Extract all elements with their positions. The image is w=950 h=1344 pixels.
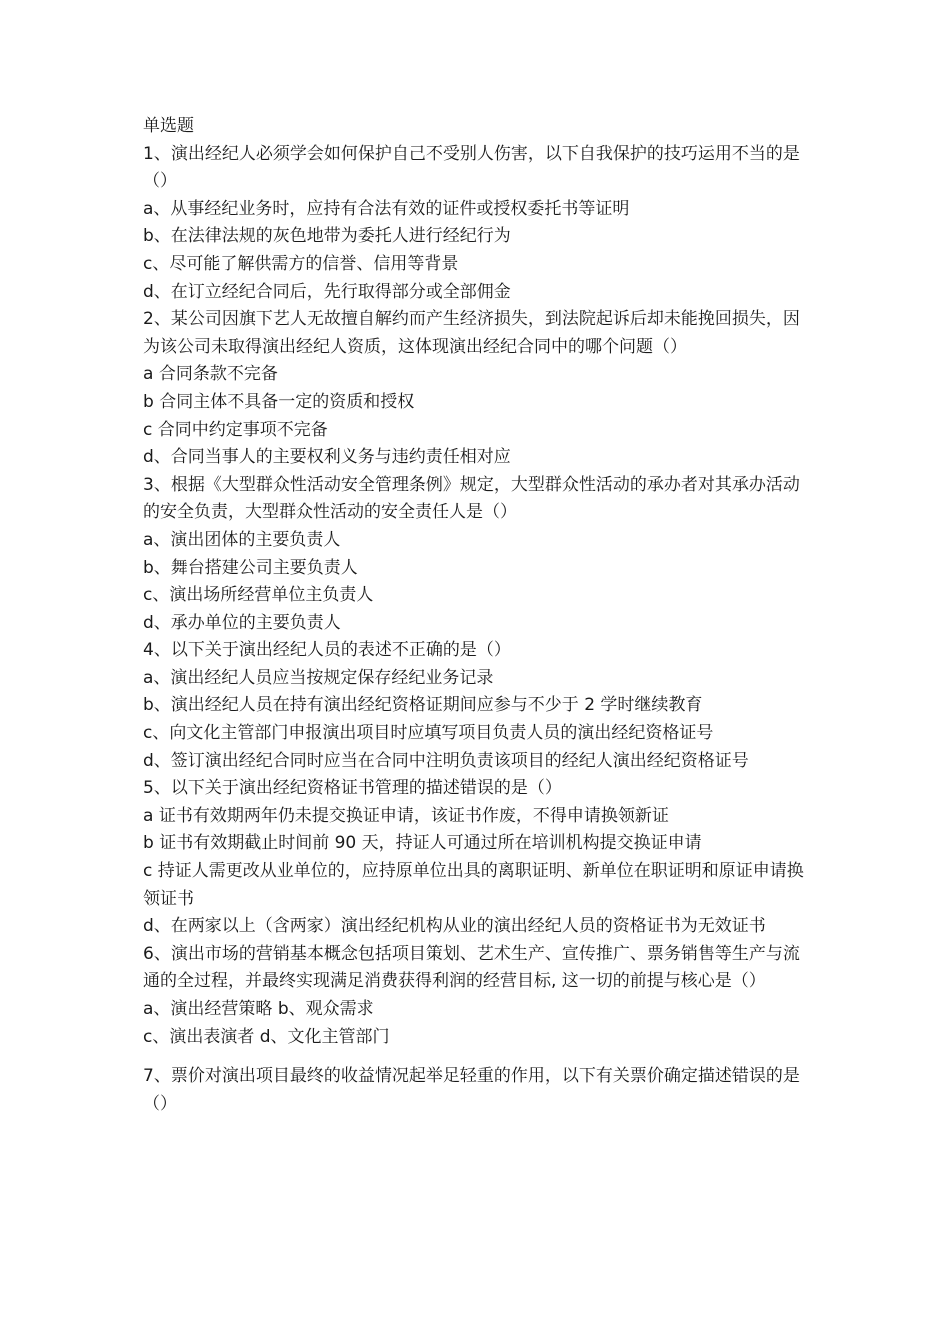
question-1-option-d: d、在订立经纪合同后，先行取得部分或全部佣金 bbox=[143, 281, 511, 302]
question-1-option-c: c、尽可能了解供需方的信誉、信用等背景 bbox=[143, 253, 459, 274]
question-4-option-d: d、签订演出经纪合同时应当在合同中注明负责该项目的经纪人演出经纪资格证号 bbox=[143, 750, 749, 771]
question-3-option-c: c、演出场所经营单位主负责人 bbox=[143, 585, 374, 606]
question-6-options-cd: c、演出表演者 d、文化主管部门 bbox=[143, 1026, 390, 1047]
question-3-option-d: d、承办单位的主要负责人 bbox=[143, 612, 341, 633]
question-4-stem: 4、以下关于演出经纪人员的表述不正确的是（） bbox=[143, 640, 511, 661]
question-2-option-c: c 合同中约定事项不完备 bbox=[143, 419, 328, 440]
question-2-option-d: d、合同当事人的主要权利义务与违约责任相对应 bbox=[143, 447, 511, 468]
paragraph-gap bbox=[143, 1051, 808, 1063]
question-1-option-b: b、在法律法规的灰色地带为委托人进行经纪行为 bbox=[143, 226, 511, 247]
question-3-option-a: a、演出团体的主要负责人 bbox=[143, 529, 341, 550]
document-body bbox=[143, 113, 808, 1118]
question-2-option-a: a 合同条款不完备 bbox=[143, 364, 278, 385]
question-5-option-b: b 证书有效期截止时间前 90 天，持证人可通过所在培训机构提交换证申请 bbox=[143, 833, 702, 854]
question-5-option-c: c 持证人需更改从业单位的，应持原单位出具的离职证明、新单位在职证明和原证申请换领证书 bbox=[143, 861, 804, 909]
question-4-option-b: b、演出经纪人员在持有演出经纪资格证期间应参与不少于 2 学时继续教育 bbox=[143, 695, 703, 716]
question-3-option-b: b、舞台搭建公司主要负责人 bbox=[143, 557, 358, 578]
question-3-stem: 3、根据《大型群众性活动安全管理条例》规定，大型群众性活动的承办者对其承办活动的安全负责，大型群众性活动的安全责任人是（） bbox=[143, 474, 800, 523]
question-1-option-a: a、从事经纪业务时，应持有合法有效的证件或授权委托书等证明 bbox=[143, 198, 630, 219]
question-6-stem: 6、演出市场的营销基本概念包括项目策划、艺术生产、宣传推广、票务销售等生产与流通的全过程，并最终实现满足消费获得利润的经营目标, 这一切的前提与核心是（） bbox=[143, 943, 800, 992]
question-2-stem: 2、某公司因旗下艺人无故擅自解约而产生经济损失，到法院起诉后却未能挽回损失，因为该公司未取得演出经纪人资质，这体现演出经纪合同中的哪个问题（） bbox=[143, 309, 800, 357]
question-5-option-a: a 证书有效期两年仍未提交换证申请，该证书作废，不得申请换领新证 bbox=[143, 805, 669, 826]
question-4-option-c: c、向文化主管部门申报演出项目时应填写项目负责人员的演出经纪资格证号 bbox=[143, 723, 714, 744]
question-6-options-ab: a、演出经营策略 b、观众需求 bbox=[143, 999, 374, 1019]
section-title: 单选题 bbox=[143, 116, 194, 136]
question-5-stem: 5、以下关于演出经纪资格证书管理的描述错误的是（） bbox=[143, 778, 562, 799]
question-4-option-a: a、演出经纪人员应当按规定保存经纪业务记录 bbox=[143, 667, 494, 688]
question-7-stem: 7、票价对演出项目最终的收益情况起举足轻重的作用，以下有关票价确定描述错误的是（） bbox=[143, 1066, 800, 1114]
question-1-stem: 1、演出经纪人必须学会如何保护自己不受别人伤害，以下自我保护的技巧运用不当的是（） bbox=[143, 143, 800, 192]
question-5-option-d: d、在两家以上（含两家）演出经纪机构从业的演出经纪人员的资格证书为无效证书 bbox=[143, 916, 766, 937]
question-2-option-b: b 合同主体不具备一定的资质和授权 bbox=[143, 391, 415, 412]
